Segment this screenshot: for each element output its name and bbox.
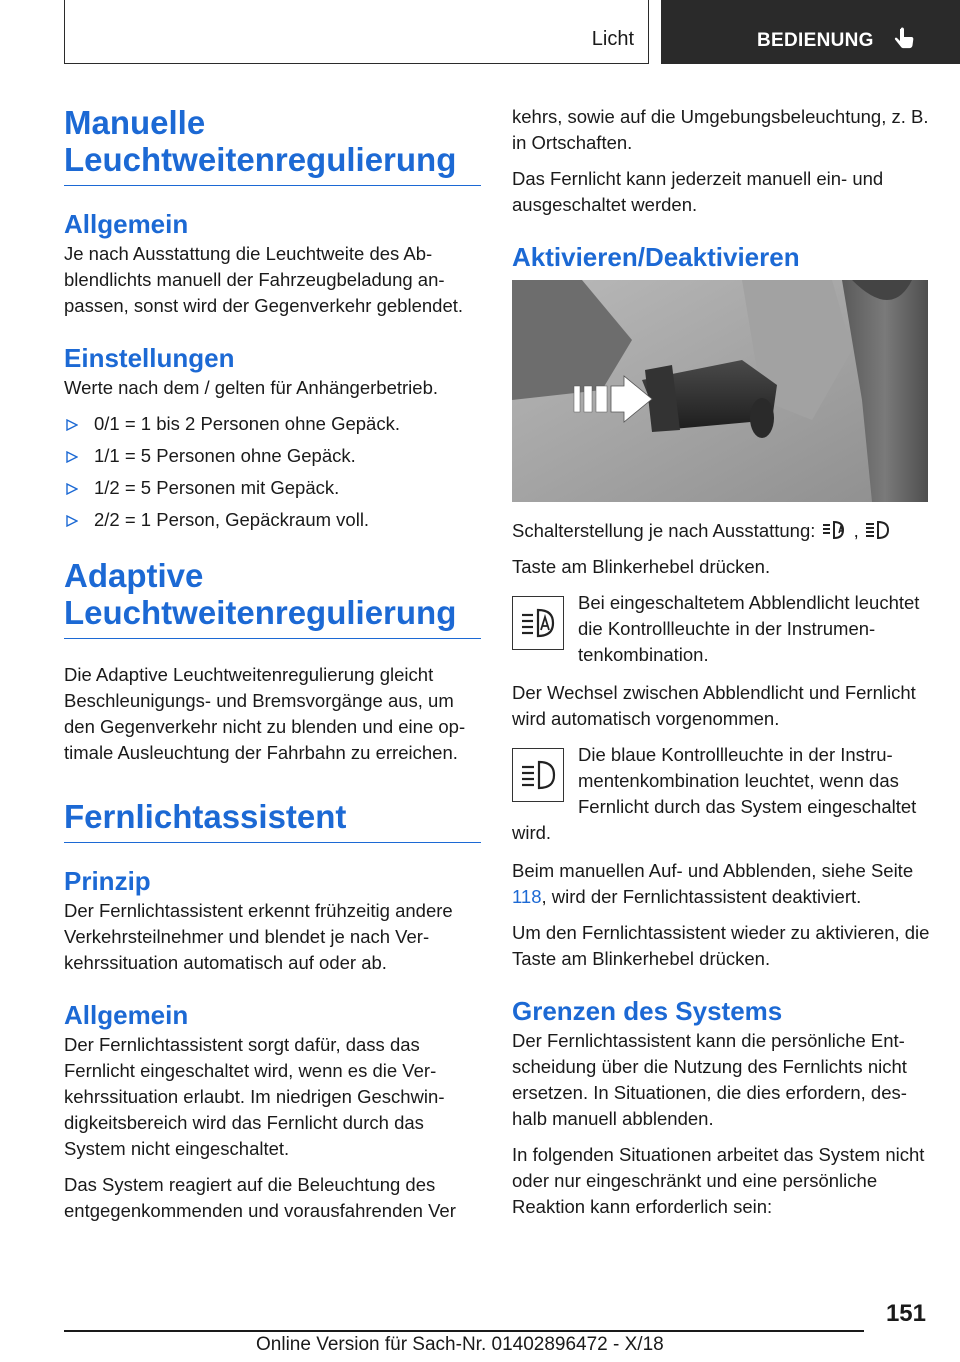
paragraph-switch-position: Schalterstellung je nach Ausstattung: ,: [512, 518, 930, 544]
heading-manual-headlight-range: Manuelle Leuchtweitenregulierung: [64, 104, 481, 186]
paragraph-allgemein: Je nach Ausstattung die Leuchtweite des Abblendlichts manuell der Fahrzeugbeladung anpassen, sonst wird der Gegenverkehr geblendet.: [64, 243, 464, 316]
bullet-triangle-icon: [66, 419, 78, 431]
list-item: 0/1 = 1 bis 2 Personen ohne Gepäck.: [64, 411, 481, 437]
auto-high-beam-indicator: [512, 596, 564, 650]
high-beam-icon: [518, 755, 558, 795]
note-low-beam-indicator: [512, 590, 930, 680]
paragraph-continuation: kehrs, sowie auf die Umgebungsbeleuchtung, z. B. in Ortschaften.: [512, 106, 929, 153]
paragraph-press-button: Taste am Blinkerhebel drücken.: [512, 556, 771, 577]
list-item: 1/2 = 5 Personen mit Gepäck.: [64, 475, 481, 501]
left-column: [64, 104, 481, 1234]
heading-einstellungen: Einstellungen: [64, 343, 235, 373]
heading-grenzen: Grenzen des Systems: [512, 996, 783, 1026]
heading-aktivieren: Aktivieren/Deaktivieren: [512, 242, 800, 272]
page-reference-link[interactable]: 118: [512, 886, 542, 907]
heading-allgemein-2: Allgemein: [64, 1000, 189, 1030]
paragraph-allgemein-2a: Der Fernlichtassistent sorgt dafür, dass das Fernlicht eingeschaltet wird, wenn es die Verkehrssituation erlaubt. Im niedrigen Geschwindigkeitsbereich wird das Fernlicht durch das System nicht eingeschaltet.: [64, 1034, 445, 1159]
paragraph-automatic-switch: Der Wechsel zwischen Abblendlicht und Fernlicht wird automatisch vorgenommen.: [512, 682, 916, 729]
page-number: 151: [885, 1300, 926, 1327]
list-item: 1/1 = 5 Personen ohne Gepäck.: [64, 443, 481, 469]
note-high-beam-indicator: [512, 742, 930, 846]
footer-online-version: Online Version für Sach-Nr. 01402896472 - X/18: [256, 1334, 664, 1355]
heading-adaptive-headlight-range: Adaptive Leuchtweitenregulierung: [64, 557, 481, 639]
bullet-triangle-icon: [66, 515, 78, 527]
high-beam-icon: [864, 519, 892, 541]
right-column: [512, 104, 930, 1230]
paragraph-manual-switch: Das Fernlicht kann jederzeit manuell ein- und ausgeschaltet werden.: [512, 168, 884, 215]
bullet-triangle-icon: [66, 451, 78, 463]
header-chapter-label: BEDIENUNG: [757, 30, 874, 51]
note-text: Die blaue Kontrollleuchte in der Instrumentenkombination leuchtet, wenn das Fernlicht durch das System eingeschaltet wird.: [512, 744, 917, 843]
high-beam-indicator: [512, 748, 564, 802]
paragraph-manual-dimming: Beim manuellen Auf- und Abblenden, siehe Seite 118, wird der Fernlichtassistent deaktiviert.: [512, 860, 914, 907]
paragraph-grenzen-2: In folgenden Situationen arbeitet das System nicht oder nur eingeschränkt und eine persönliche Reaktion kann erforderlich sein:: [512, 1144, 925, 1217]
paragraph-reactivate: Um den Fernlichtassistent wieder zu aktivieren, die Taste am Blinkerhebel drücken.: [512, 922, 930, 969]
paragraph-grenzen-1: Der Fernlichtassistent kann die persönliche Entscheidung über die Nutzung des Fernlichts nicht ersetzen. In Situationen, die dies erfordern, deshalb manuell abblenden.: [512, 1030, 907, 1129]
settings-list: [64, 411, 481, 533]
note-text: Bei eingeschaltetem Abblendlicht leuchtet die Kontrollleuchte in der Instrumentenkombination.: [578, 592, 920, 665]
turn-signal-lever-photo: [512, 280, 928, 502]
paragraph-adaptive: Die Adaptive Leuchtweitenregulierung gleicht Beschleunigungs- und Bremsvorgänge aus, um den Gegenverkehr nicht zu blenden und eine optimale Ausleuchtung der Fahrbahn zu erreichen.: [64, 664, 466, 763]
list-item: 2/2 = 1 Person, Gepäckraum voll.: [64, 507, 481, 533]
heading-high-beam-assistant: Fernlichtassistent: [64, 798, 481, 843]
paragraph-prinzip: Der Fernlichtassistent erkennt frühzeitig andere Verkehrsteilnehmer und blendet je nach Verkehrssituation automatisch auf oder ab.: [64, 900, 453, 973]
footer-divider: [64, 1330, 864, 1332]
heading-allgemein: Allgemein: [64, 209, 189, 239]
auto-high-beam-icon: [821, 519, 849, 541]
header-section-tab: [64, 0, 649, 64]
paragraph-allgemein-2b: Das System reagiert auf die Beleuchtung des entgegenkommenden und vorausfahrenden Ver: [64, 1174, 456, 1221]
bullet-triangle-icon: [66, 483, 78, 495]
header-chapter-tab: [661, 0, 960, 64]
hand-pointer-icon: [893, 27, 915, 51]
paragraph-einstellungen: Werte nach dem / gelten für Anhängerbetrieb.: [64, 377, 439, 398]
header-section-label: Licht: [591, 28, 634, 50]
auto-high-beam-icon: [518, 603, 558, 643]
heading-prinzip: Prinzip: [64, 866, 151, 896]
